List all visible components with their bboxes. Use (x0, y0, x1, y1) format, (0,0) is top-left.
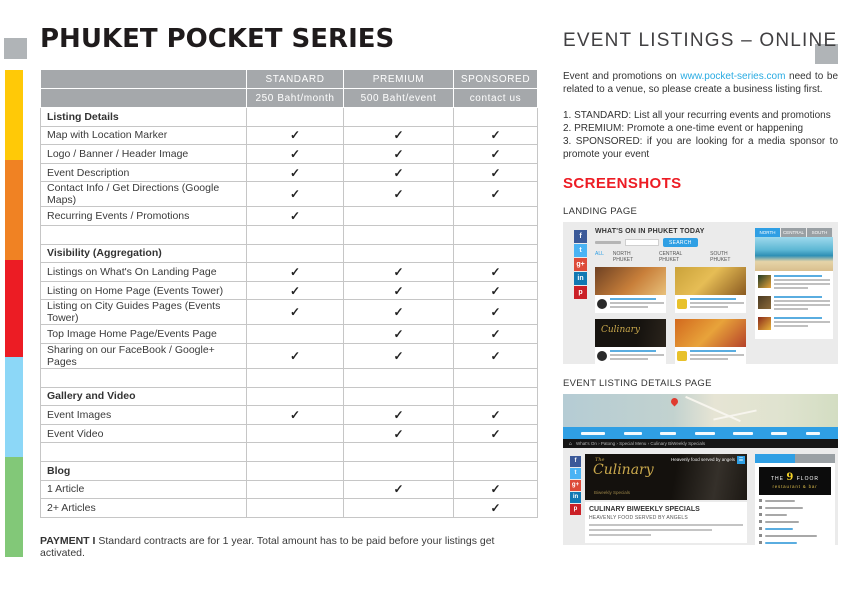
checkmark: ✓ (247, 300, 344, 325)
checkmark: ✓ (344, 145, 454, 164)
landing-heading: WHAT'S ON IN PHUKET TODAY (595, 228, 705, 235)
feature-label: Listing Details (41, 108, 247, 127)
empty-cell (247, 480, 344, 499)
sidebar-article (758, 296, 830, 312)
stripe-blue (5, 357, 23, 457)
date-input (625, 239, 659, 246)
sidebar-tab-south: SOUTH (807, 228, 833, 237)
empty-cell (454, 443, 538, 462)
googleplus-icon: g+ (570, 480, 581, 491)
feature-label: Sharing on our FaceBook / Google+ Pages (41, 343, 247, 368)
sidebar-article (758, 275, 830, 291)
checkmark: ✓ (454, 182, 538, 207)
checkmark: ✓ (454, 145, 538, 164)
facebook-icon: f (570, 456, 581, 467)
intro-text-post: need to be related to a venue, so please create a business listing first. (563, 71, 839, 95)
landing-page-screenshot (563, 222, 838, 364)
banner-caption: Heavenly food served by angels (670, 457, 735, 462)
feature-label: Gallery and Video (41, 387, 247, 406)
table-feature-row (41, 163, 538, 182)
event-text-lines (690, 298, 744, 310)
empty-cell (344, 244, 454, 263)
checkmark: ✓ (454, 499, 538, 518)
checkmark: ✓ (344, 300, 454, 325)
pinterest-icon: p (570, 504, 581, 515)
checkmark: ✓ (247, 182, 344, 207)
feature-label: Contact Info / Get Directions (Google Maps) (41, 182, 247, 207)
feature-label: Event Description (41, 163, 247, 182)
table-section-row (41, 244, 538, 263)
stripe-yellow (5, 70, 23, 160)
empty-cell (454, 368, 538, 387)
breadcrumb: What's On › Patong › Special Menu › Culinary BiWeekly Specials (576, 441, 706, 446)
intro-text-pre: Event and promotions on (563, 71, 681, 82)
pricing-table (40, 69, 538, 518)
menu-icon: ☰ (738, 457, 744, 463)
feature-label: Listing on City Guides Pages (Events Tower) (41, 300, 247, 325)
intro-paragraph (563, 70, 838, 96)
checkmark: ✓ (454, 343, 538, 368)
sidebar-article (758, 317, 830, 330)
details-page-label: EVENT LISTING DETAILS PAGE (563, 378, 712, 389)
checkmark: ✓ (454, 424, 538, 443)
event-photo (675, 267, 746, 295)
empty-cell (247, 225, 344, 244)
table-spacer-row (41, 443, 538, 462)
site-navigation-bar (563, 427, 838, 439)
details-body (563, 448, 838, 545)
table-feature-row (41, 126, 538, 145)
feature-label: Listings on What's On Landing Page (41, 263, 247, 282)
venue-tagline: restaurant & bar (772, 484, 818, 489)
venue-info-row (759, 513, 831, 516)
checkmark: ✓ (454, 281, 538, 300)
event-text-lines (610, 350, 664, 362)
screenshots-heading: SCREENSHOTS (563, 175, 682, 192)
details-main-panel (585, 454, 747, 543)
table-section-row (41, 108, 538, 127)
nav-item-placeholder (806, 432, 820, 435)
table-feature-row (41, 263, 538, 282)
price-standard: 250 Baht/month (247, 89, 344, 108)
checkmark: ✓ (344, 163, 454, 182)
empty-cell (247, 108, 344, 127)
article-text-lines (774, 317, 830, 330)
feature-label (41, 443, 247, 462)
event-description-panel (585, 502, 747, 543)
checkmark: ✓ (454, 325, 538, 344)
plan-descriptions (563, 109, 838, 161)
banner-the: The (595, 457, 605, 463)
area-filter-tabs (595, 251, 747, 263)
tab-south-phuket: SOUTH PHUKET (710, 251, 731, 263)
table-feature-row (41, 499, 538, 518)
nav-item-placeholder (660, 432, 676, 435)
table-feature-row (41, 325, 538, 344)
feature-label: 2+ Articles (41, 499, 247, 518)
venue-info-row (759, 506, 831, 509)
landing-sidebar (755, 228, 833, 339)
event-card-grid (595, 267, 747, 364)
column-header-sponsored: SPONSORED (454, 70, 538, 89)
nav-item-placeholder (581, 432, 605, 435)
empty-cell (344, 387, 454, 406)
checkmark: ✓ (344, 281, 454, 300)
section-title: EVENT LISTINGS – ONLINE (563, 30, 838, 51)
column-header-standard: STANDARD (247, 70, 344, 89)
pricing-section (40, 24, 538, 559)
social-share-column (574, 230, 587, 300)
plan-price-row (41, 89, 538, 108)
social-share-column (570, 456, 581, 516)
home-icon: ⌂ (569, 440, 573, 447)
linkedin-icon: in (570, 492, 581, 503)
checkmark: ✓ (247, 263, 344, 282)
empty-cell (247, 443, 344, 462)
venue-info-row (759, 520, 831, 523)
feature-label: Top Image Home Page/Events Page (41, 325, 247, 344)
checkmark: ✓ (344, 480, 454, 499)
venue-info-row (759, 527, 831, 530)
empty-cell (344, 207, 454, 226)
event-info (595, 295, 666, 313)
venue-logo (597, 351, 607, 361)
tab-central-phuket: CENTRAL PHUKET (658, 251, 683, 263)
article-thumb (758, 275, 771, 288)
checkmark: ✓ (247, 145, 344, 164)
checkmark: ✓ (247, 163, 344, 182)
event-photo (595, 267, 666, 295)
facebook-icon: f (574, 230, 587, 243)
checkmark: ✓ (344, 126, 454, 145)
checkmark: ✓ (454, 406, 538, 425)
search-row (595, 238, 747, 247)
website-link[interactable]: www.pocket-series.com (680, 71, 786, 82)
feature-label: Event Images (41, 406, 247, 425)
feature-label (41, 225, 247, 244)
sidebar-tabs (755, 454, 835, 463)
feature-label (41, 368, 247, 387)
google-map (563, 394, 838, 427)
venue-logo (677, 351, 687, 361)
sidebar-tab-inactive (795, 454, 835, 463)
feature-label: Blog (41, 461, 247, 480)
empty-cell (454, 207, 538, 226)
table-feature-row (41, 281, 538, 300)
plan-description-premium: 2. PREMIUM: Promote a one-time event or happening (563, 123, 804, 134)
checkmark: ✓ (454, 163, 538, 182)
empty-header-cell (41, 89, 247, 108)
column-header-premium: PREMIUM (344, 70, 454, 89)
search-button: SEARCH (663, 238, 698, 247)
event-card (675, 319, 746, 364)
article-text-lines (774, 275, 830, 291)
article-text-lines (774, 296, 830, 312)
payment-label: PAYMENT I (40, 534, 96, 547)
table-feature-row (41, 424, 538, 443)
empty-cell (247, 325, 344, 344)
event-card (595, 267, 666, 313)
checkmark: ✓ (454, 263, 538, 282)
color-stripe (5, 70, 23, 557)
plan-description-sponsored: 3. SPONSORED: if you are looking for a media sponsor to promote your event (563, 136, 838, 160)
twitter-icon: t (570, 468, 581, 479)
table-section-row (41, 461, 538, 480)
search-label-placeholder (595, 241, 621, 244)
venue-info-row (759, 541, 831, 544)
feature-label: 1 Article (41, 480, 247, 499)
price-premium: 500 Baht/event (344, 89, 454, 108)
table-feature-row (41, 207, 538, 226)
checkmark: ✓ (247, 406, 344, 425)
event-text-lines (610, 298, 664, 310)
payment-text: Standard contracts are for 1 year. Total amount has to be paid before your listings get activated. (40, 534, 495, 559)
nav-item-placeholder (624, 432, 642, 435)
event-card (595, 319, 666, 364)
venue-info-row (759, 534, 831, 537)
article-thumb (758, 317, 771, 330)
event-title: CULINARY BIWEEKLY SPECIALS (589, 506, 700, 513)
empty-cell (247, 424, 344, 443)
venue-info-row (759, 499, 831, 502)
empty-cell (247, 368, 344, 387)
table-feature-row (41, 480, 538, 499)
breadcrumb-bar (563, 439, 838, 448)
empty-cell (344, 499, 454, 518)
payment-note (40, 535, 538, 559)
checkmark: ✓ (454, 300, 538, 325)
details-page-screenshot (563, 394, 838, 545)
page-title: PHUKET POCKET SERIES (40, 24, 395, 54)
checkmark: ✓ (344, 263, 454, 282)
nav-item-placeholder (733, 432, 753, 435)
checkmark: ✓ (344, 343, 454, 368)
feature-label: Map with Location Marker (41, 126, 247, 145)
empty-cell (247, 461, 344, 480)
landing-page-label: LANDING PAGE (563, 206, 638, 217)
empty-cell (344, 443, 454, 462)
event-photo (595, 319, 666, 347)
plan-description-standard: 1. STANDARD: List all your recurring events and promotions (563, 110, 831, 121)
event-banner (585, 454, 747, 500)
empty-header-cell (41, 70, 247, 89)
table-feature-row (41, 182, 538, 207)
tab-all: ALL (595, 251, 604, 257)
stripe-red (5, 260, 23, 357)
tab-north-phuket: NORTH PHUKET (612, 251, 634, 263)
feature-label: Visibility (Aggregation) (41, 244, 247, 263)
sidebar-tab-active (755, 454, 795, 463)
venue-card (755, 463, 835, 545)
venue-nine: 9 (786, 472, 795, 483)
empty-cell (454, 225, 538, 244)
event-description-lines (589, 524, 743, 536)
article-thumb (758, 296, 771, 309)
stripe-green (5, 457, 23, 557)
event-subtitle: HEAVENLY FOOD SERVED BY ANGELS (589, 515, 688, 521)
event-text-lines (690, 350, 744, 362)
nav-item-placeholder (695, 432, 715, 435)
table-feature-row (41, 145, 538, 164)
map-marker-icon (670, 397, 680, 407)
empty-cell (247, 244, 344, 263)
table-section-row (41, 387, 538, 406)
nav-item-placeholder (771, 432, 787, 435)
checkmark: ✓ (344, 182, 454, 207)
details-sidebar (755, 454, 835, 545)
empty-cell (454, 244, 538, 263)
table-feature-row (41, 343, 538, 368)
beach-photo (755, 237, 833, 271)
table-feature-row (41, 300, 538, 325)
pinterest-icon: p (574, 286, 587, 299)
feature-label: Recurring Events / Promotions (41, 207, 247, 226)
gray-corner-block-left (4, 38, 27, 59)
googleplus-icon: g+ (574, 258, 587, 271)
stripe-orange (5, 160, 23, 260)
price-sponsored: contact us (454, 89, 538, 108)
culinary-banner-text: Culinary (601, 325, 640, 335)
checkmark: ✓ (344, 406, 454, 425)
table-feature-row (41, 406, 538, 425)
empty-cell (344, 225, 454, 244)
twitter-icon: t (574, 244, 587, 257)
event-info (595, 347, 666, 364)
checkmark: ✓ (247, 207, 344, 226)
empty-cell (344, 108, 454, 127)
venue-logo (597, 299, 607, 309)
sidebar-tab-central: CENTRAL (781, 228, 807, 237)
event-card (675, 267, 746, 313)
plan-name-row (41, 70, 538, 89)
checkmark: ✓ (454, 480, 538, 499)
empty-cell (454, 387, 538, 406)
feature-label: Listing on Home Page (Events Tower) (41, 281, 247, 300)
table-spacer-row (41, 368, 538, 387)
checkmark: ✓ (247, 343, 344, 368)
feature-label: Event Video (41, 424, 247, 443)
banner-script-title: Culinary (593, 462, 654, 478)
event-photo (675, 319, 746, 347)
empty-cell (344, 368, 454, 387)
empty-cell (247, 499, 344, 518)
checkmark: ✓ (247, 281, 344, 300)
event-info (675, 347, 746, 364)
empty-cell (247, 387, 344, 406)
checkmark: ✓ (454, 126, 538, 145)
venue-logo (759, 467, 831, 495)
checkmark: ✓ (344, 424, 454, 443)
event-info (675, 295, 746, 313)
checkmark: ✓ (344, 325, 454, 344)
sidebar-article-list (755, 271, 833, 339)
empty-cell (344, 461, 454, 480)
empty-cell (454, 461, 538, 480)
table-spacer-row (41, 225, 538, 244)
linkedin-icon: in (574, 272, 587, 285)
empty-cell (454, 108, 538, 127)
sidebar-tabs (755, 228, 833, 237)
pricing-table-body (41, 108, 538, 518)
venue-name: THE 9 FLOOR (771, 472, 819, 483)
landing-main-panel (595, 228, 747, 364)
event-listings-section (563, 30, 838, 545)
sidebar-tab-north: NORTH (755, 228, 781, 237)
feature-label: Logo / Banner / Header Image (41, 145, 247, 164)
banner-subtitle: Biweekly Specials (594, 490, 631, 495)
checkmark: ✓ (247, 126, 344, 145)
venue-logo (677, 299, 687, 309)
